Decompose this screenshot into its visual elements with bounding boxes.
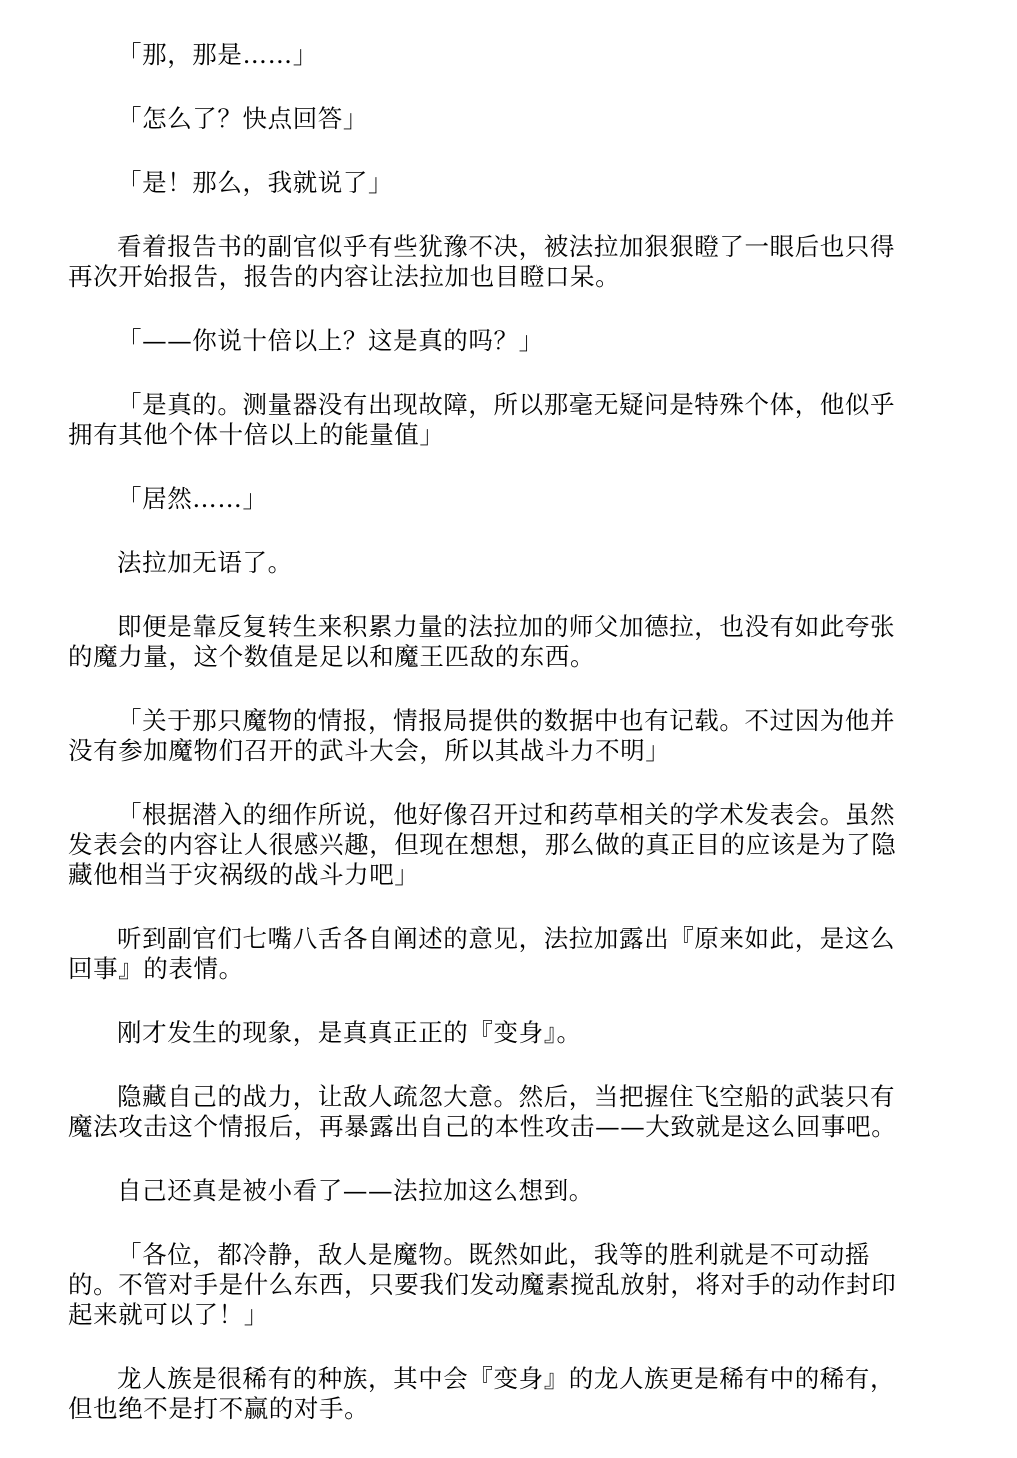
text-line: 法拉加无语了。	[117, 548, 293, 577]
text-line: 「是！那么，我就说了」	[117, 168, 394, 197]
paragraph	[68, 1018, 938, 1048]
paragraph	[68, 40, 938, 70]
paragraph	[68, 484, 938, 514]
text-line: 看着报告书的副官似乎有些犹豫不决，被法拉加狠狠瞪了一眼后也只得	[117, 232, 896, 261]
text-line: 龙人族是很稀有的种族，其中会『变身』的龙人族更是稀有中的稀有，	[117, 1364, 896, 1393]
paragraph	[68, 1176, 938, 1206]
text-line: 但也绝不是打不赢的对手。	[68, 1394, 370, 1423]
paragraph	[68, 924, 938, 984]
text-line: 「根据潜入的细作所说，他好像召开过和药草相关的学术发表会。虽然	[117, 800, 896, 829]
text-line: 「——你说十倍以上？这是真的吗？」	[117, 326, 544, 355]
paragraph	[68, 1364, 938, 1424]
paragraph	[68, 168, 938, 198]
text-line: 隐藏自己的战力，让敌人疏忽大意。然后，当把握住飞空船的武装只有	[117, 1082, 896, 1111]
paragraph	[68, 326, 938, 356]
paragraph	[68, 612, 938, 672]
text-line: 发表会的内容让人很感兴趣，但现在想想，那么做的真正目的应该是为了隐	[68, 830, 897, 859]
text-line: 「关于那只魔物的情报，情报局提供的数据中也有记载。不过因为他并	[117, 706, 896, 735]
paragraph	[68, 1240, 938, 1330]
text-line: 拥有其他个体十倍以上的能量值」	[68, 420, 445, 449]
paragraph	[68, 390, 938, 450]
text-line: 再次开始报告，报告的内容让法拉加也目瞪口呆。	[68, 262, 621, 291]
text-line: 「是真的。测量器没有出现故障，所以那毫无疑问是特殊个体，他似乎	[117, 390, 896, 419]
text-line: 自己还真是被小看了——法拉加这么想到。	[117, 1176, 594, 1205]
text-line: 藏他相当于灾祸级的战斗力吧」	[68, 860, 420, 889]
text-line: 「那，那是……」	[117, 40, 318, 69]
text-line: 听到副官们七嘴八舌各自阐述的意见，法拉加露出『原来如此，是这么	[117, 924, 896, 953]
document-page	[68, 40, 938, 1458]
paragraph	[68, 1082, 938, 1142]
text-line: 的。不管对手是什么东西，只要我们发动魔素搅乱放射，将对手的动作封印	[68, 1270, 897, 1299]
text-line: 没有参加魔物们召开的武斗大会，所以其战斗力不明」	[68, 736, 671, 765]
paragraph	[68, 800, 938, 890]
text-line: 「居然……」	[117, 484, 268, 513]
text-line: 回事』的表情。	[68, 954, 244, 983]
text-line: 刚才发生的现象，是真真正正的『变身』。	[117, 1018, 582, 1047]
text-line: 「各位，都冷静，敌人是魔物。既然如此，我等的胜利就是不可动摇	[117, 1240, 870, 1269]
text-line: 魔法攻击这个情报后，再暴露出自己的本性攻击——大致就是这么回事吧。	[68, 1112, 897, 1141]
paragraph	[68, 548, 938, 578]
text-line: 的魔力量，这个数值是足以和魔王匹敌的东西。	[68, 642, 596, 671]
paragraph	[68, 706, 938, 766]
text-line: 起来就可以了！」	[68, 1300, 269, 1329]
text-line: 「怎么了？快点回答」	[117, 104, 368, 133]
text-line: 即便是靠反复转生来积累力量的法拉加的师父加德拉，也没有如此夸张	[117, 612, 896, 641]
paragraph	[68, 232, 938, 292]
paragraph	[68, 104, 938, 134]
